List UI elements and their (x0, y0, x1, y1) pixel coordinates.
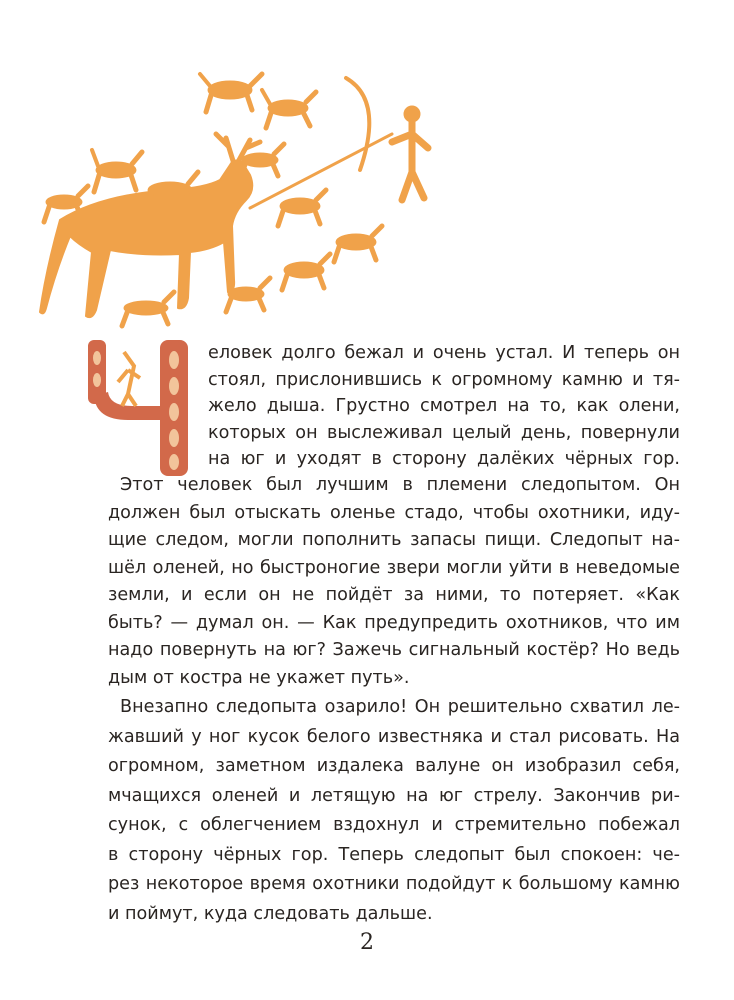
text-line: Внезапно следопыта озарило! Он решительно схватил ле- (120, 697, 680, 717)
text-line: еловек долго бежал и очень устал. И теперь он (208, 343, 680, 363)
text-line: на юг и уходят в сторону далёких чёрных гор. (208, 449, 680, 469)
text-line: в сторону чёрных гор. Теперь следопыт был спокоен: че- (108, 844, 680, 865)
rock-art-illustration (20, 30, 440, 350)
text-line: шёл оленей, но быстроногие звери могли уйти в неведомые (108, 557, 680, 578)
text-line: Этот человек был лучшим в племени следопытом. Он (120, 475, 680, 495)
text-line: жело дыша. Грустно смотрел на то, как олени, (208, 396, 680, 416)
text-line: и поймут, куда следовать дальше. (108, 903, 433, 924)
text-line: сунок, с облегчением вздохнул и стремительно побежал (108, 815, 680, 835)
text-line: рез некоторое время охотники подойдут к большому камню (108, 874, 680, 894)
dog-8 (334, 226, 382, 262)
text-line: дым от костра не укажет путь». (108, 667, 410, 688)
text-line: надо повернуть на юг? Зажечь сигнальный костёр? Но ведь (108, 640, 680, 660)
small-figure-in-letter (118, 352, 140, 406)
text-line: жавший у ног кусок белого известняка и стал рисовать. На (108, 726, 680, 747)
dog-9 (282, 254, 330, 290)
page-number: 2 (360, 930, 374, 955)
text-line: которых он выслеживал целый день, повернули (208, 422, 680, 443)
text-line: мчащихся оленей и летящую на юг стрелу. Закончив ри- (108, 785, 680, 806)
dog-7 (278, 190, 326, 226)
text-line: должен был отыскать оленье стадо, чтобы охотники, иду- (108, 502, 680, 523)
dog-10 (122, 292, 174, 326)
hunter-figure (392, 106, 428, 200)
text-line: быть? — думал он. — Как предупредить охотников, что им (108, 612, 680, 633)
dropcap-letter-ornament (88, 336, 192, 478)
dog-1 (200, 74, 262, 112)
text-line: земли, и если он не пойдёт за ними, то потеряет. «Как (108, 585, 680, 605)
elk-body (40, 161, 252, 318)
dog-2 (262, 90, 316, 128)
dog-3 (92, 150, 142, 192)
text-line: огромном, заметном издалека валуне он изобразил себя, (108, 756, 680, 776)
text-line: стоял, прислонившись к огромному камню и тя- (208, 369, 680, 390)
text-line: щие следом, могли пополнить запасы пищи. Следопыт на- (108, 530, 680, 550)
